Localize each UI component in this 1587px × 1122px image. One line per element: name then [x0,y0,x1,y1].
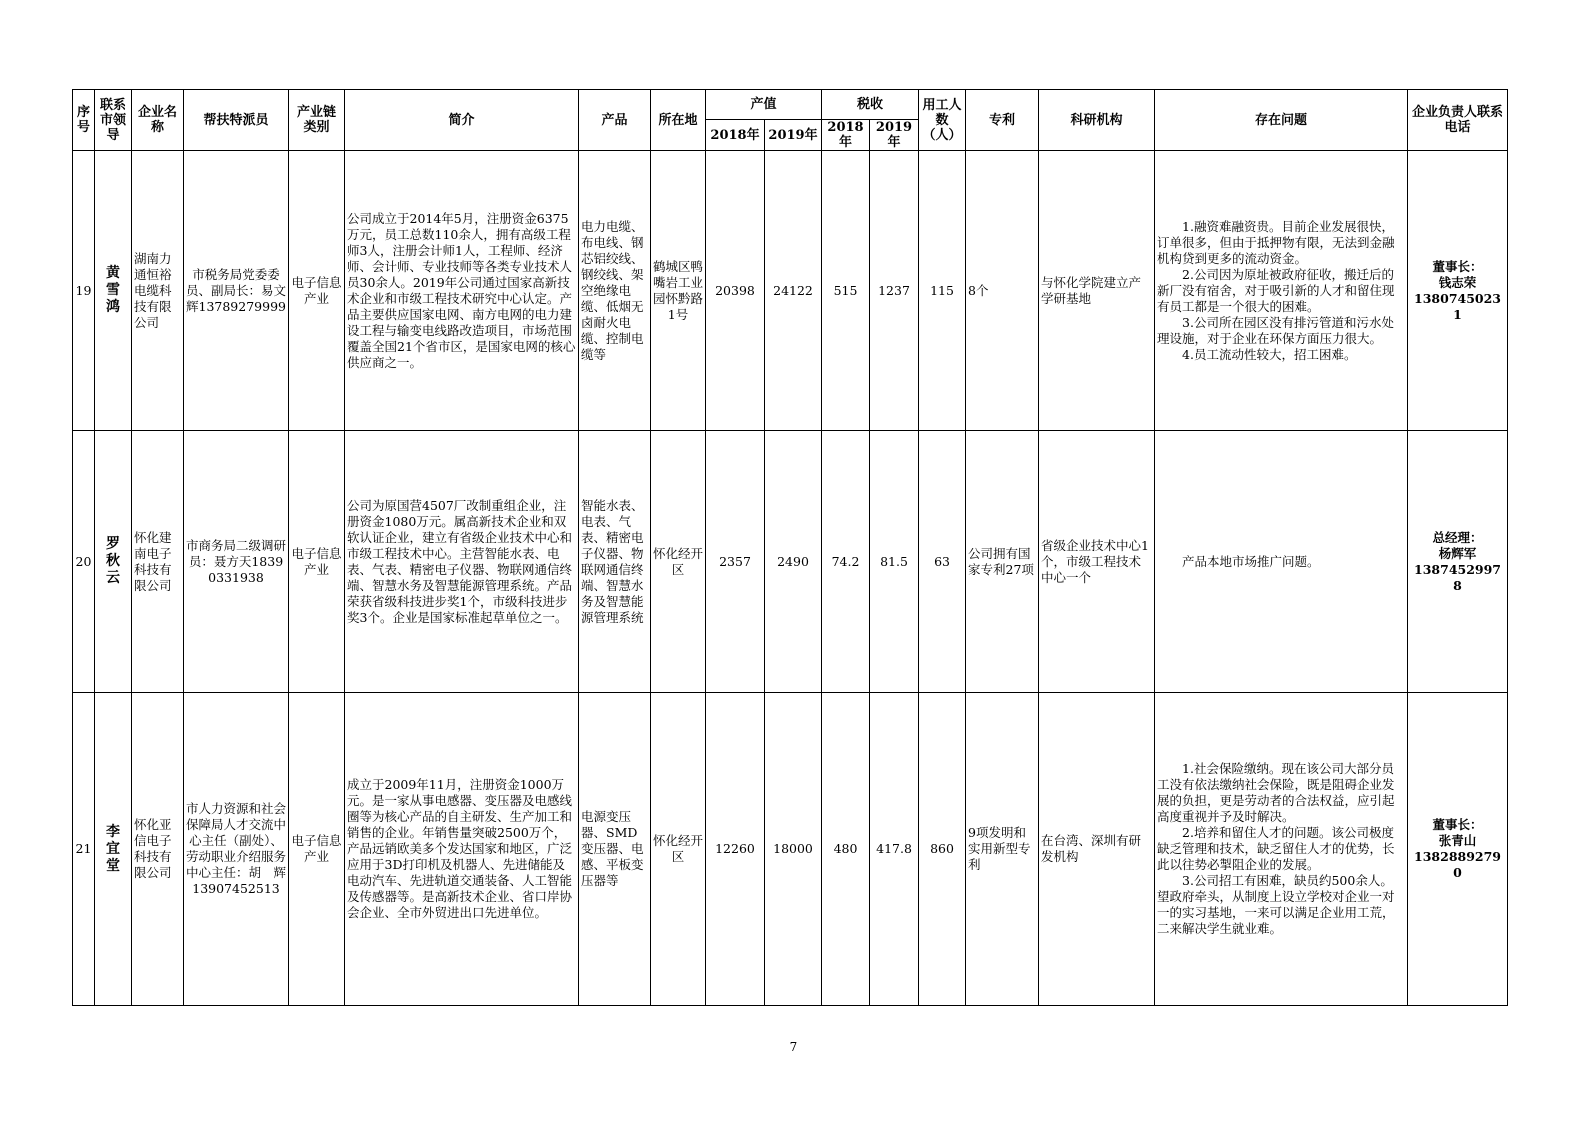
cell-chain: 电子信息产业 [289,693,345,1006]
header-product: 产品 [579,90,651,151]
cell-output-2018: 20398 [706,151,765,431]
cell-leader: 李宜堂 [95,693,132,1006]
cell-chain: 电子信息产业 [289,151,345,431]
header-research: 科研机构 [1039,90,1155,151]
cell-issues [1155,151,1408,431]
cell-output-2019: 24122 [765,151,822,431]
cell-tax-2018: 480 [822,693,870,1006]
cell-seq: 21 [73,693,95,1006]
cell-contact [1408,693,1508,1006]
cell-envoy: 市税务局党委委员、副局长：易文辉13789279999 [184,151,289,431]
cell-contact [1408,431,1508,693]
cell-company: 湖南力通恒裕电缆科技有限公司 [132,151,184,431]
cell-patent: 公司拥有国家专利27项 [966,431,1039,693]
issue-item: 3.公司所在园区没有排污管道和污水处理设施，对于企业在环保方面压力很大。 [1157,314,1394,346]
cell-tax-2018: 515 [822,151,870,431]
header-output-2019: 2019年 [765,120,822,151]
cell-leader: 罗秋云 [95,431,132,693]
table-row [73,431,1508,693]
cell-tax-2019: 1237 [870,151,919,431]
cell-location: 怀化经开区 [651,693,706,1006]
cell-product: 智能水表、电表、气表、精密电子仪器、物联网通信终端、智慧水务及智慧能源管理系统 [579,431,651,693]
contact-role: 总经理： [1432,529,1483,545]
cell-research: 与怀化学院建立产学研基地 [1039,151,1155,431]
contact-role: 董事长： [1432,258,1483,274]
cell-output-2018: 2357 [706,431,765,693]
issue-item: 2.公司因为原址被政府征收，搬迁后的新厂没有宿舍，对于吸引新的人才和留住现有员工都是一个很大的困难。 [1157,266,1395,314]
contact-name: 杨辉军 [1438,545,1477,561]
cell-company: 怀化亚信电子科技有限公司 [132,693,184,1006]
contact-name: 钱志荣 [1438,274,1477,290]
header-workers: 用工人数（人） [919,90,966,151]
issue-item: 2.培养和留住人才的问题。该公司极度缺乏管理和技术，缺乏留住人才的优势，长此以往势必掣阻企业的发展。 [1157,825,1395,872]
header-output: 产值 [706,90,822,120]
cell-location: 鹤城区鸭嘴岩工业园怀黔路1号 [651,151,706,431]
cell-location: 怀化经开区 [651,431,706,693]
cell-envoy: 市人力资源和社会保障局人才交流中心主任（副处）、劳动职业介绍服务中心主任：胡 辉13907452513 [184,693,289,1006]
issue-item: 产品本地市场推广问题。 [1182,553,1320,569]
header-tax-2019: 2019年 [870,120,919,151]
header-patent: 专利 [966,90,1039,151]
header-output-2018: 2018年 [706,120,765,151]
cell-intro: 公司为原国营4507厂改制重组企业，注册资金1080万元。属高新技术企业和双软认证企业，建立有省级企业技术中心和市级工程技术中心。主营智能水表、电表、气表、精密电子仪器、物联网通信终端、智慧水务及智慧能源管理系统。产品荣获省级科技进步奖1个，市级科技进步奖3个。企业是国家标准起草单位之一。 [345,431,579,693]
cell-workers: 115 [919,151,966,431]
cell-output-2018: 12260 [706,693,765,1006]
issue-item: 1.融资难融资贵。目前企业发展很快，订单很多，但由于抵押物有限，无法到金融机构贷到更多的流动资金。 [1157,218,1395,266]
issue-item: 1.社会保险缴纳。现在该公司大部分员工没有依法缴纳社会保险，既是阻碍企业发展的负担，更是劳动者的合法权益，应引起高度重视并予及时解决。 [1157,761,1395,824]
header-intro: 简介 [345,90,579,151]
header-chain: 产业链类别 [289,90,345,151]
contact-role: 董事长： [1432,817,1483,832]
cell-tax-2019: 417.8 [870,693,919,1006]
cell-output-2019: 18000 [765,693,822,1006]
cell-tax-2019: 81.5 [870,431,919,693]
cell-issues [1155,693,1408,1006]
contact-phone: 13874529978 [1414,561,1502,593]
issue-item: 4.员工流动性较大，招工困难。 [1182,346,1357,362]
cell-chain: 电子信息产业 [289,431,345,693]
cell-research: 省级企业技术中心1个，市级工程技术中心一个 [1039,431,1155,693]
header-tax-2018: 2018年 [822,120,870,151]
header-leader: 联系市领导 [95,90,132,151]
cell-seq: 20 [73,431,95,693]
cell-research: 在台湾、深圳有研发机构 [1039,693,1155,1006]
header-contact: 企业负责人联系电话 [1408,90,1508,151]
header-issues: 存在问题 [1155,90,1408,151]
cell-tax-2018: 74.2 [822,431,870,693]
cell-contact [1408,151,1508,431]
header-envoy: 帮扶特派员 [184,90,289,151]
cell-issues [1155,431,1408,693]
cell-product: 电源变压器、SMD变压器、电感、平板变压器等 [579,693,651,1006]
table-row [73,693,1508,1006]
cell-company: 怀化建南电子科技有限公司 [132,431,184,693]
contact-phone: 13828892790 [1414,849,1502,880]
contact-phone: 13807450231 [1414,290,1502,322]
cell-intro: 公司成立于2014年5月，注册资金6375万元，员工总数110余人，拥有高级工程师3人，注册会计师1人，工程师、经济师、会计师、专业技师等各类专业技术人员30余人。2019年公司通过国家高新技术企业和市级工程技术研究中心认定。产品主要供应国家电网、南方电网的电力建设工程与输变电线路改造项目，市场范围覆盖全国21个省市区，是国家电网的核心供应商之一。 [345,151,579,431]
cell-workers: 860 [919,693,966,1006]
issue-item: 3.公司招工有困难，缺员约500余人。望政府牵头，从制度上设立学校对企业一对一的实习基地，一来可以满足企业用工荒，二来解决学生就业难。 [1157,873,1395,936]
cell-envoy: 市商务局二级调研员：聂方天18390331938 [184,431,289,693]
header-tax: 税收 [822,90,919,120]
header-company: 企业名称 [132,90,184,151]
cell-patent: 8个 [966,151,1039,431]
cell-output-2019: 2490 [765,431,822,693]
cell-seq: 19 [73,151,95,431]
cell-leader: 黄雪鸿 [95,151,132,431]
header-location: 所在地 [651,90,706,151]
page-number: 7 [789,1040,798,1054]
cell-patent: 9项发明和实用新型专利 [966,693,1039,1006]
enterprise-table [72,89,1508,1006]
table-row [73,151,1508,431]
cell-workers: 63 [919,431,966,693]
contact-name: 张青山 [1438,833,1477,848]
header-seq: 序号 [73,90,95,151]
cell-intro: 成立于2009年11月，注册资金1000万元。是一家从事电感器、变压器及电感线圈等为核心产品的自主研发、生产加工和销售的企业。年销售量突破2500万个，产品远销欧美多个发达国家和地区，广泛应用于3D打印机及机器人、先进储能及电动汽车、先进轨道交通装备、人工智能及传感器等。是高新技术企业、省口岸协会企业、全市外贸进出口先进单位。 [345,693,579,1006]
cell-product: 电力电缆、布电线、钢芯铝绞线、钢绞线、架空绝缘电缆、低烟无卤耐火电缆、控制电缆等 [579,151,651,431]
